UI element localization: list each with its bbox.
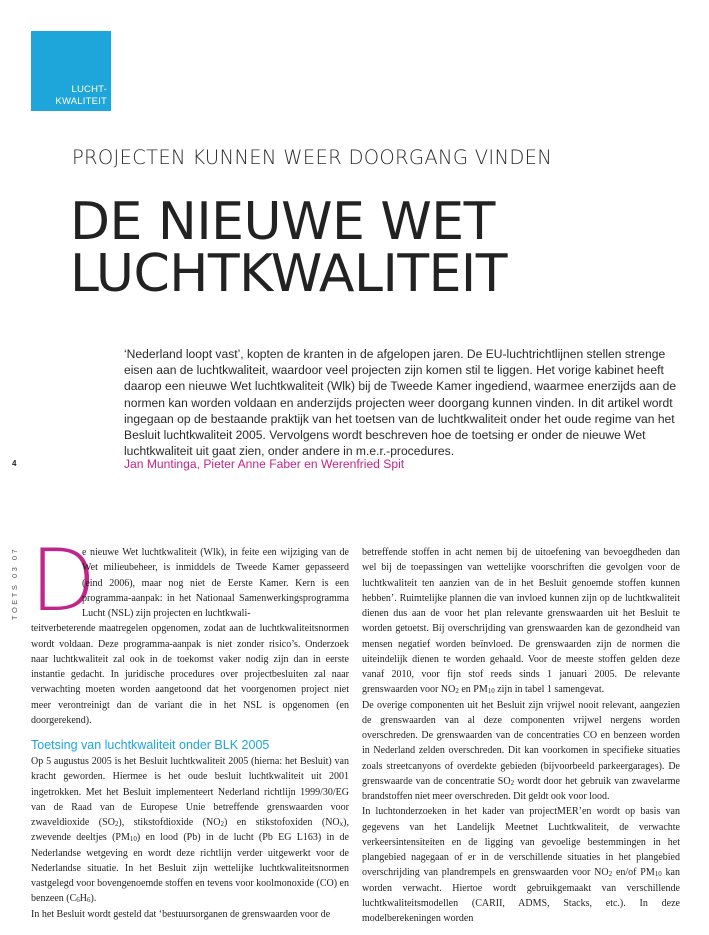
section-badge — [31, 31, 111, 111]
body-paragraph: In het Besluit wordt gesteld dat ‘bestuursorganen de grenswaarden voor de — [31, 908, 331, 920]
body-paragraph: De overige componenten uit het Besluit zijn vrijwel nooit relevant, aangezien de grenswaarden van al deze componenten vrijwel nergens worden overschreden. De grenswaarden van de concentraties CO en benzeen worden in Nederland zelden overschreden. Dit kan voorkomen in specifieke situaties zoals streetcanyons of overdekte gebieden (bijvoorbeeld parkeergarages). De grenswaarde van de concentratie $SO_2$ wordt door het gebruik van zwavelarme brandstoffen niet meer overschreden. Dit geldt ook voor lood. — [362, 699, 680, 802]
article-title-line2: LUCHTKWALITEIT — [70, 244, 508, 304]
section-heading: Toetsing van luchtkwaliteit onder BLK 2005 — [31, 738, 270, 752]
section-badge-line1: LUCHT- — [71, 84, 107, 95]
section-badge-line2: KWALITEIT — [55, 96, 107, 107]
body-paragraph: teitverbeterende maatregelen opgenomen, zodat aan de luchtkwaliteitsnormen wordt voldaan. Deze programma-aanpak is niet zonder risico’s. Onderzoek naar luchtkwaliteit zal ook in de toekomst vaker nodig zijn dan in eerste instantie gedacht. In juridische procedures over projectbesluiten zal naar verwachting moeten worden aangetoond dat het voorgenomen project niet meer verontreinigt dan de variant die in het NSL is opgenomen (en doorgerekend). — [31, 623, 349, 726]
drop-cap: D — [30, 531, 97, 631]
journal-issue-label: TOETS 03 07 — [10, 546, 19, 620]
section-badge-label — [55, 84, 107, 108]
body-column-left — [31, 545, 349, 922]
body-paragraph: betreffende stoffen in acht nemen bij de uitoefening van bevoegdheden dan wel bij de toepassingen van wettelijke voorschriften die gevolgen voor de luchtkwaliteit ten aanzien van de in het Besluit genoemde stoffen kunnen hebben’. Ruimtelijke plannen die van invloed kunnen zijn op de luchtkwaliteit dienen dus aan de voor het plan relevante grenswaarden uit het Besluit te worden getoetst. Bij overschrijding van grenswaarden kan de gezondheid van mensen negatief worden beïnvloed. De grenswaarden zijn de normen die uiteindelijk dienen te worden gehaald. Voor de meeste stoffen gelden deze vanaf 2010, voor fijn stof reeds sinds 1 januari 2005. De relevante grenswaarden voor $NO_2$ en $PM_{10}$ zijn in tabel 1 samengevat. — [362, 547, 680, 696]
body-column-right — [362, 545, 680, 926]
body-paragraph: Op 5 augustus 2005 is het Besluit luchtkwaliteit 2005 (hierna: het Besluit) van kracht geworden. Hiermee is het oude besluit luchtkwaliteit uit 2001 ingetrokken. Met het Besluit implementeert Nederland richtlijn 1999/30/EG van de Raad van de Europese Unie betreffende grenswaarden voor zwaveldioxide $(SO_2)$, stikstofdioxide $(NO_2)$ en stikstofoxiden $(NO_x)$, zwevende deeltjes $(PM_{10})$ en lood (Pb) in de lucht (Pb EG L163) in de Nederlandse wetgeving en wordt deze richtlijn verder uitgewerkt voor de Nederlandse situatie. In het Besluit zijn wettelijke luchtkwaliteitsnormen vastgelegd voor bovengenoemde stoffen en tevens voor koolmonoxide (CO) en benzeen $(C_6H_6)$. — [31, 756, 349, 905]
article-kicker: PROJECTEN KUNNEN WEER DOORGANG VINDEN — [72, 146, 553, 169]
page-number: 4 — [12, 459, 17, 468]
article-title-line1: DE NIEUWE WET — [70, 192, 495, 252]
body-paragraph-dropcap: e nieuwe Wet luchtkwaliteit (Wlk), in feite een wijziging van de Wet milieubeheer, is inmiddels de Tweede Kamer gepasseerd (eind 2006), maar nog niet de Eerste Kamer. Kern is een programma-aanpak: in het Nationaal Samenwerkingsprogramma Lucht (NSL) zijn projecten en luchtkwali- — [82, 547, 349, 619]
article-title — [70, 192, 690, 304]
body-paragraph: In luchtonderzoeken in het kader van projectMER’en wordt op basis van gegevens van het Landelijk Meetnet Luchtkwaliteit, de verwachte verkeersintensiteiten en de ligging van gevoelige bestemmingen in het plangebied nagegaan of er in de verschillende situaties in het plangebied overschrijding van plandrempels en grenswaarden voor $NO_2$ en/of $PM_{10}$ kan worden verwacht. Hiertoe wordt gebruikgemaakt van verschillende luchtkwaliteitsmodellen (CARII, ADMS, Stacks, etc.). In deze modelberekeningen worden — [362, 806, 680, 924]
article-authors: Jan Muntinga, Pieter Anne Faber en Werenfried Spit — [124, 457, 405, 471]
article-intro: ‘Nederland loopt vast’, kopten de kranten in de afgelopen jaren. De EU-luchtrichtlijnen stellen strenge eisen aan de luchtkwaliteit, waardoor veel projecten zijn komen stil te liggen. Het vorige kabinet heeft daarop een nieuwe Wet luchtkwaliteit (Wlk) bij de Tweede Kamer ingediend, waarmee enerzijds aan de normen kan worden voldaan en anderzijds projecten weer doorgang kunnen vinden. In dit artikel wordt ingegaan op de bestaande praktijk van het toetsen van de luchtkwaliteit onder het oude regime van het Besluit luchtkwaliteit 2005. Vervolgens wordt beschreven hoe de toetsing er onder de nieuwe Wet luchtkwaliteit uit gaat zien, onder andere in m.e.r.-procedures. — [124, 347, 677, 459]
